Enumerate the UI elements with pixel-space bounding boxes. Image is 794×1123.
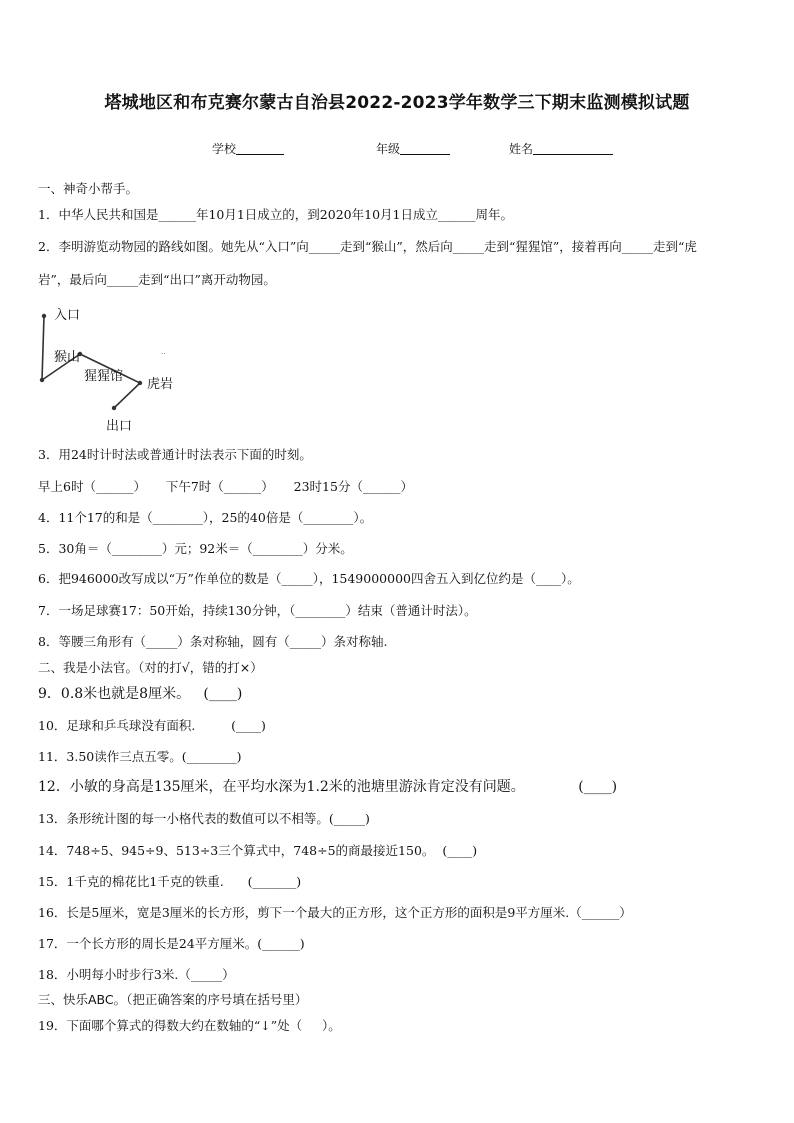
entrance-point [42, 314, 46, 318]
question-6: 6．把946000改写成以“万”作单位的数是（_____），1549000000四舍五入到亿位约是（____）。 [38, 571, 580, 586]
route-tiger-exit [114, 383, 140, 408]
question-3-items: 早上6时（______） 下午7时（______） 23时15分（______） [38, 479, 413, 494]
question-8: 8．等腰三角形有（_____）条对称轴，圆有（_____）条对称轴. [38, 634, 388, 649]
map-label-monkey: 猴山 [54, 350, 81, 365]
map-dots-mark: .. [161, 348, 166, 356]
question-7: 7．一场足球赛17：50开始，持续130分钟，（________）结束（普通计时法）。 [38, 603, 477, 618]
question-12: 12．小敏的身高是135厘米，在平均水深为1.2米的池塘里游泳肯定没有问题。 (____) [38, 779, 618, 795]
route-entrance-monkey [42, 316, 44, 380]
question-9: 9．0.8米也就是8厘米。 (____) [38, 686, 243, 702]
section-1-heading: 一、神奇小帮手。 [38, 181, 139, 196]
section-2-heading: 二、我是小法官。（对的打√，错的打×） [38, 660, 263, 675]
section-3-heading: 三、快乐ABC。（把正确答案的序号填在括号里） [38, 992, 308, 1007]
name-label: 姓名 [509, 142, 534, 156]
question-1: 1．中华人民共和国是______年10月1日成立的，到2020年10月1日成立______周年。 [38, 207, 513, 222]
question-18: 18．小明每小时步行3米.（_____） [38, 967, 235, 982]
exit-point [112, 406, 116, 410]
map-label-tiger: 虎岩 [147, 377, 174, 392]
map-label-entrance: 入口 [54, 308, 81, 323]
school-label: 学校 [212, 142, 237, 156]
question-2-line-1: 2．李明游览动物园的路线如图。她先从“入口”向_____走到“猴山”，然后向_____走到“猩猩馆”，接着再向_____走到“虎 [38, 239, 697, 254]
page-title: 塔城地区和布克赛尔蒙古自治县2022-2023学年数学三下期末监测模拟试题 [104, 93, 690, 113]
question-10: 10．足球和乒乓球没有面积. (____) [38, 718, 266, 733]
question-19: 19．下面哪个算式的得数大约在数轴的“↓”处（ ）。 [38, 1018, 341, 1033]
question-14: 14．748÷5、945÷9、513÷3三个算式中，748÷5的商最接近150。 (____) [38, 843, 478, 858]
question-3: 3．用24时计时法或普通计时法表示下面的时刻。 [38, 447, 312, 462]
question-5: 5．30角＝（________）元；92米＝（________）分米。 [38, 541, 353, 556]
question-17: 17．一个长方形的周长是24平方厘米。(______) [38, 936, 305, 951]
question-11: 11．3.50读作三点五零。(________) [38, 749, 242, 764]
question-2-line-2: 岩”，最后向_____走到“出口”离开动物园。 [38, 272, 276, 287]
map-label-gorilla: 猩猩馆 [84, 369, 124, 384]
question-4: 4．11个17的和是（________），25的40倍是（________）。 [38, 510, 373, 525]
monkey-point [40, 378, 44, 382]
tiger-point [138, 381, 142, 385]
question-16: 16．长是5厘米，宽是3厘米的长方形，剪下一个最大的正方形，这个正方形的面积是9平方厘米.（______） [38, 905, 632, 920]
question-13: 13．条形统计图的每一小格代表的数值可以不相等。(_____) [38, 811, 370, 826]
map-label-exit: 出口 [106, 419, 133, 434]
question-15: 15．1千克的棉花比1千克的铁重. (_______) [38, 874, 302, 889]
grade-label: 年级 [376, 142, 401, 156]
